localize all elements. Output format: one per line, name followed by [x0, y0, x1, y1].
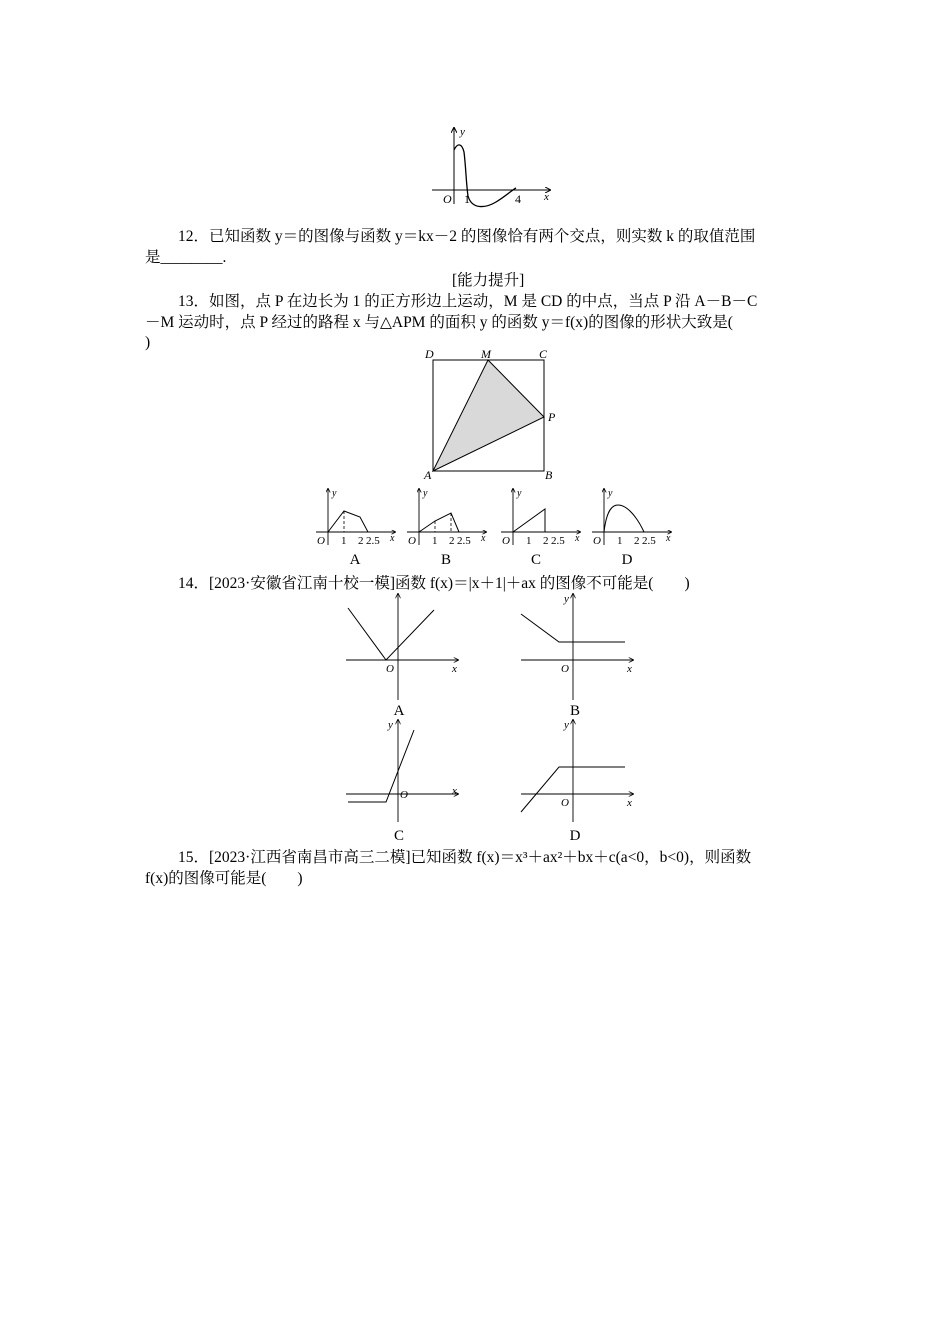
square-figure	[420, 345, 560, 485]
q13-option-d-label: D	[621, 552, 633, 568]
q13-graph-d	[592, 488, 671, 547]
q13-graph-b	[407, 488, 486, 547]
y-label-b: y	[423, 488, 428, 499]
label-A: A	[424, 468, 432, 482]
origin-b: O	[561, 663, 569, 675]
triangle-apm	[433, 360, 544, 471]
y-label-c: y	[388, 719, 393, 731]
label-M: M	[481, 347, 491, 361]
q14-graph-a	[346, 594, 458, 700]
y-label-a: y	[332, 488, 337, 499]
x-label-c: x	[575, 533, 580, 544]
label-P: P	[548, 410, 556, 424]
q12-line1: 12．已知函数 y＝的图像与函数 y＝kx－2 的图像恰有两个交点，则实数 k 的取值范围	[178, 228, 756, 245]
q14-option-c-label: C	[393, 828, 404, 844]
q13-graph-c	[501, 488, 580, 547]
top-function-figure	[428, 122, 558, 208]
tick2-b: 2	[449, 535, 455, 547]
tick2-c: 2	[543, 535, 549, 547]
y-label-b: y	[564, 593, 569, 605]
tick1-b: 1	[432, 535, 438, 547]
tick25-c: 2.5	[551, 535, 565, 547]
tick2-d: 2	[634, 535, 640, 547]
section-heading: [能力提升]	[452, 272, 525, 289]
q13-line2: －M 运动时，点 P 经过的路程 x 与△APM 的面积 y 的函数 y＝f(x)的图像的形状大致是(	[145, 314, 733, 331]
x-label-b: x	[627, 663, 632, 675]
y-label: y	[460, 126, 465, 138]
curve-b	[419, 513, 459, 532]
y-label-d: y	[608, 488, 613, 499]
origin-a: O	[386, 663, 394, 675]
q14-option-a-label: A	[393, 703, 405, 719]
curve-a	[348, 608, 434, 660]
q13-option-b-label: B	[440, 552, 451, 568]
y-label-c: y	[517, 488, 522, 499]
origin-a: O	[317, 535, 325, 547]
x-label-a: x	[390, 533, 395, 544]
q13-option-c-label: C	[530, 552, 541, 568]
x-label-d: x	[627, 797, 632, 809]
q13-option-a-label: A	[349, 552, 361, 568]
q13-line1: 13．如图，点 P 在边长为 1 的正方形边上运动，M 是 CD 的中点，当点 P 沿 A－B－C	[178, 293, 758, 310]
x-label-a: x	[452, 663, 457, 675]
origin-c: O	[400, 789, 408, 801]
tick-1: 1	[464, 192, 470, 206]
q13-option-graphs	[310, 485, 690, 551]
label-D: D	[425, 347, 434, 361]
tick1-a: 1	[341, 535, 347, 547]
q14-graph-b	[521, 593, 633, 700]
tick1-d: 1	[617, 535, 623, 547]
curve-a	[328, 511, 368, 532]
tick25-a: 2.5	[366, 535, 380, 547]
x-label: x	[544, 191, 549, 203]
q13-graph-a	[316, 488, 395, 547]
q14-graph-d	[521, 719, 633, 822]
origin-d: O	[561, 797, 569, 809]
curve-d	[604, 505, 644, 532]
q12-line2: 是________.	[145, 249, 227, 266]
origin-c: O	[502, 535, 510, 547]
q15-line1: 15．[2023·江西省南昌市高三二模]已知函数 f(x)＝x³＋ax²＋bx＋c(a<0，b<0)，则函数	[178, 849, 752, 866]
q14-option-b-label: B	[569, 703, 580, 719]
origin-label: O	[443, 192, 452, 206]
x-label-c: x	[452, 785, 457, 797]
x-label-b: x	[481, 533, 486, 544]
origin-d: O	[593, 535, 601, 547]
tick2-a: 2	[358, 535, 364, 547]
q15-line2: f(x)的图像可能是( )	[145, 870, 303, 887]
tick1-c: 1	[526, 535, 532, 547]
tick25-b: 2.5	[457, 535, 471, 547]
x-label-d: x	[666, 533, 671, 544]
q14-option-d-label: D	[569, 828, 581, 844]
label-B: B	[545, 468, 553, 482]
label-C: C	[539, 347, 548, 361]
y-label-d: y	[564, 719, 569, 731]
origin-b: O	[408, 535, 416, 547]
tick25-d: 2.5	[642, 535, 656, 547]
q13-line3: )	[145, 334, 151, 351]
curve-c	[513, 509, 545, 532]
q14-graph-c	[346, 719, 458, 822]
q14-line1: 14．[2023·安徽省江南十校一模]函数 f(x)＝|x＋1|＋ax 的图像不可能是( )	[178, 575, 690, 592]
tick-4: 4	[515, 192, 521, 206]
